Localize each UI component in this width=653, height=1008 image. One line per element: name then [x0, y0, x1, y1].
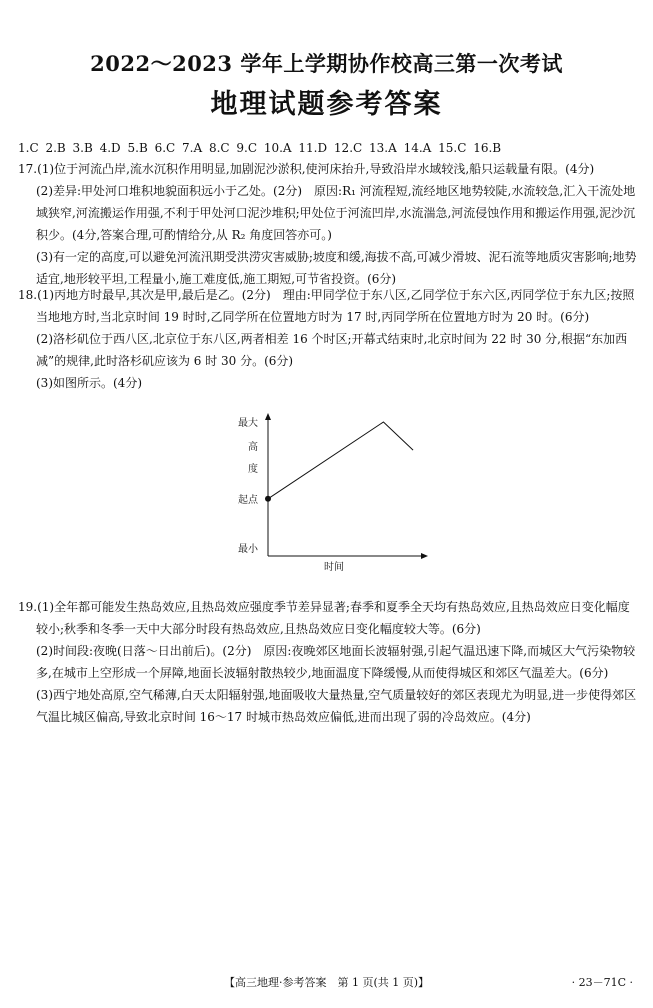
height-time-chart	[228, 410, 428, 575]
exam-code: · 23－71C ·	[571, 976, 633, 989]
q18-part2: (2)洛杉矶位于西八区,北京位于东八区,两者相差 16 个时区;开幕式结束时,北京时间为 22 时 30 分,根据“东加西减”的规律,此时洛杉矶应该为 6 时 30 分。(6分)	[36, 332, 628, 368]
y-axis-label	[248, 440, 258, 475]
q18-part3: (3)如图所示。(4分)	[36, 376, 142, 390]
multiple-choice-answers: 1.C 2.B 3.B 4.D 5.B 6.C 7.A 8.C 9.C 10.A 11.D 12.C 13.A 14.A 15.C 16.B	[18, 141, 502, 155]
q17-part1: 17.(1)位于河流凸岸,流水沉积作用明显,加剧泥沙淤积,使河床抬升,导致沿岸水域较浅,船只运载量有限。(4分)	[18, 162, 595, 176]
y-tick-start: 起点	[238, 495, 258, 506]
q17-part3: (3)有一定的高度,可以避免河流汛期受洪涝灾害威胁;坡度和缓,海拔不高,可减少滑坡、泥石流等地质灾害影响;地势适宜,地形较平坦,工程量小,施工难度低,施工期短,可节省投资。(6分)	[36, 250, 637, 286]
chart-svg	[228, 410, 428, 575]
question-19	[18, 596, 638, 728]
y-axis-label-char: 度	[248, 464, 258, 475]
y-tick-max: 最大	[238, 418, 258, 429]
x-axis-label: 时间	[324, 562, 344, 573]
question-18	[18, 284, 638, 394]
q19-part3: (3)西宁地处高原,空气稀薄,白天太阳辐射强,地面吸收大量热量,空气质量较好的郊区表现尤为明显,进一步使得郊区气温比城区偏高,导致北京时间 16～17 时城市热岛效应偏低,进而出现了弱的冷岛效应。(4分)	[36, 688, 637, 724]
question-17	[18, 158, 638, 290]
document-title: 地理试题参考答案	[210, 89, 443, 120]
x-axis-arrow	[421, 553, 428, 559]
page-footer: 【高三地理·参考答案 第 1 页(共 1 页)】	[223, 976, 430, 989]
q19-part2: (2)时间段:夜晚(日落～日出前后)。(2分) 原因:夜晚郊区地面长波辐射强,引起气温迅速下降,而城区大气污染物较多,在城市上空形成一个屏障,地面长波辐射散热较少,地面温度下降缓慢,从而使得城区和郊区气温差大。(6分)	[36, 644, 636, 680]
q19-part1: 19.(1)全年都可能发生热岛效应,且热岛效应强度季节差异显著;春季和夏季全天均有热岛效应,且热岛效应日变化幅度较小;秋季和冬季一天中大部分时段有热岛效应,且热岛效应日变化幅度较大等。(6分)	[18, 600, 630, 636]
q17-part2: (2)差异:甲处河口堆积地貌面积远小于乙处。(2分) 原因:R₁ 河流程短,流经地区地势较陡,水流较急,汇入干流处地域狭窄,河流搬运作用强,不利于甲处河口泥沙堆积;甲处位于河流凹岸,水流湍急,河流侵蚀作用和搬运作用强,泥沙沉积少。(4分,答案合理,可酌情给分,从 R₂ 角度回答亦可。)	[36, 184, 636, 242]
start-point	[265, 496, 271, 502]
y-axis-arrow	[265, 413, 271, 420]
y-tick-min: 最小	[238, 544, 258, 555]
series-line	[268, 422, 413, 499]
y-axis-label-char: 高	[248, 442, 258, 453]
exam-title: 2022～2023 学年上学期协作校高三第一次考试	[90, 51, 563, 76]
q18-part1: 18.(1)丙地方时最早,其次是甲,最后是乙。(2分) 理由:甲同学位于东八区,乙同学位于东六区,丙同学位于东九区;按照当地地方时,当北京时间 19 时时,乙同学所在位置地方时为 17 时,丙同学所在位置地方时为 20 时。(6分)	[18, 288, 635, 324]
